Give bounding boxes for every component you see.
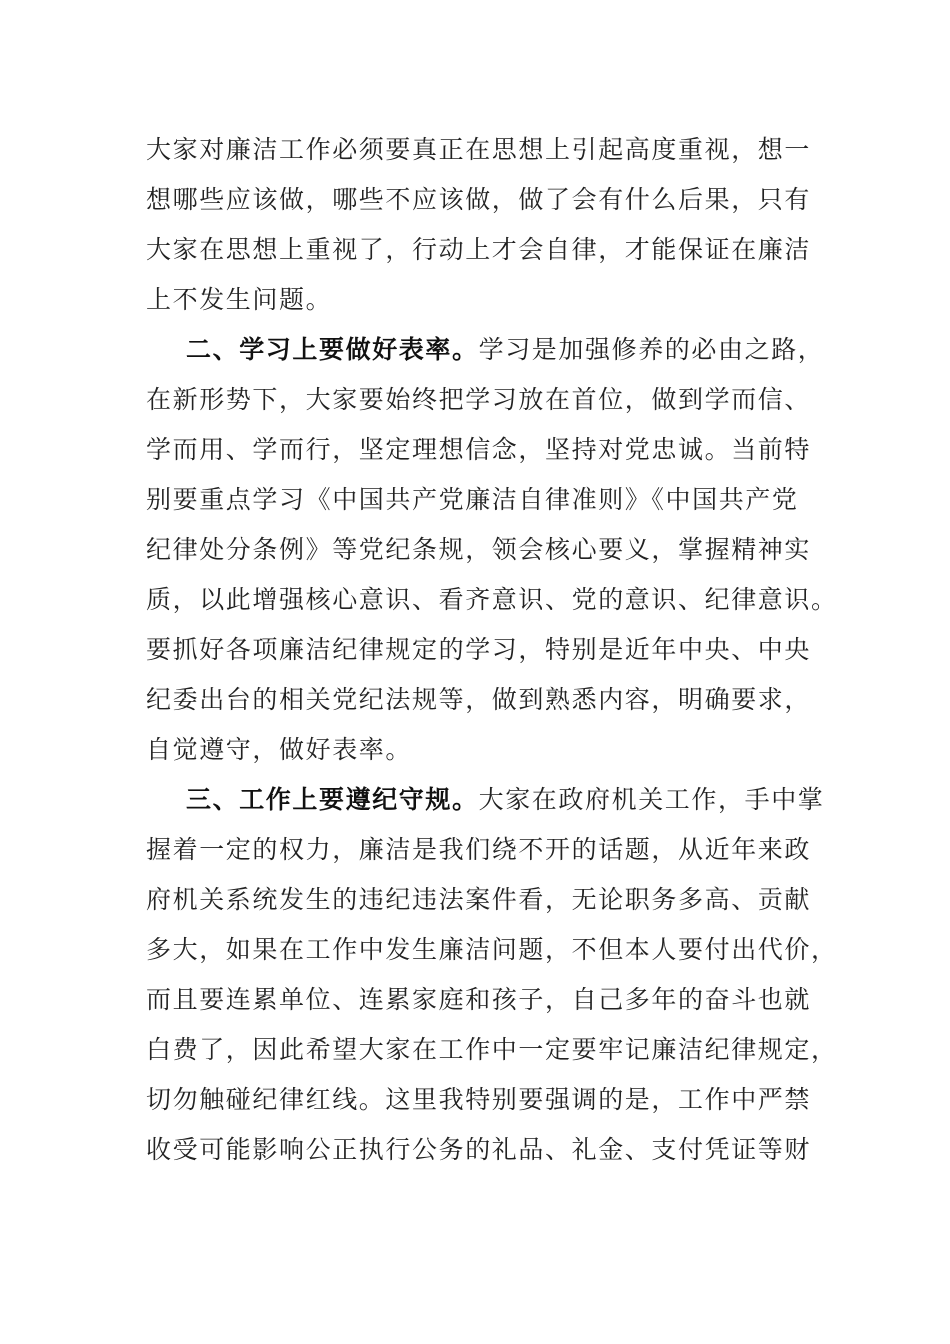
text-line: 想哪些应该做，哪些不应该做，做了会有什么后果，只有 xyxy=(146,185,812,214)
text-line: 自觉遵守，做好表率。 xyxy=(146,735,413,764)
text-line: 别要重点学习《中国共产党廉洁自律准则》《中国共产党 xyxy=(146,485,799,514)
paragraph-3 xyxy=(146,775,838,1175)
section-heading: 二、学习上要做好表率。 xyxy=(186,335,479,364)
text-line: 切勿触碰纪律红线。这里我特别要强调的是，工作中严禁 xyxy=(146,1085,812,1114)
text-run: 大家在政府机关工作，手中掌 xyxy=(478,785,825,814)
section-heading: 三、工作上要遵纪守规。 xyxy=(186,785,479,814)
text-line: 纪委出台的相关党纪法规等，做到熟悉内容，明确要求， xyxy=(146,685,812,714)
paragraph-2 xyxy=(146,325,838,775)
paragraph-1 xyxy=(146,125,812,325)
text-line: 上不发生问题。 xyxy=(146,285,333,314)
text-line xyxy=(146,775,825,825)
text-line: 多大，如果在工作中发生廉洁问题，不但本人要付出代价， xyxy=(146,935,838,964)
text-line: 收受可能影响公正执行公务的礼品、礼金、支付凭证等财 xyxy=(146,1135,812,1164)
text-line: 白费了，因此希望大家在工作中一定要牢记廉洁纪律规定， xyxy=(146,1035,838,1064)
text-line xyxy=(146,325,825,375)
text-line: 质，以此增强核心意识、看齐意识、党的意识、纪律意识。 xyxy=(146,585,838,614)
text-line: 握着一定的权力，廉洁是我们绕不开的话题，从近年来政 xyxy=(146,835,812,864)
text-line: 大家在思想上重视了，行动上才会自律，才能保证在廉洁 xyxy=(146,235,812,264)
text-line: 学而用、学而行，坚定理想信念，坚持对党忠诚。当前特 xyxy=(146,435,812,464)
text-line: 府机关系统发生的违纪违法案件看，无论职务多高、贡献 xyxy=(146,885,812,914)
text-line: 大家对廉洁工作必须要真正在思想上引起高度重视，想一 xyxy=(146,135,812,164)
text-line: 要抓好各项廉洁纪律规定的学习，特别是近年中央、中央 xyxy=(146,635,812,664)
text-line: 而且要连累单位、连累家庭和孩子，自己多年的奋斗也就 xyxy=(146,985,812,1014)
text-line: 纪律处分条例》等党纪条规，领会核心要义，掌握精神实 xyxy=(146,535,812,564)
document-body xyxy=(146,125,838,1175)
text-line: 在新形势下，大家要始终把学习放在首位，做到学而信、 xyxy=(146,385,812,414)
text-run: 学习是加强修养的必由之路， xyxy=(478,335,825,364)
